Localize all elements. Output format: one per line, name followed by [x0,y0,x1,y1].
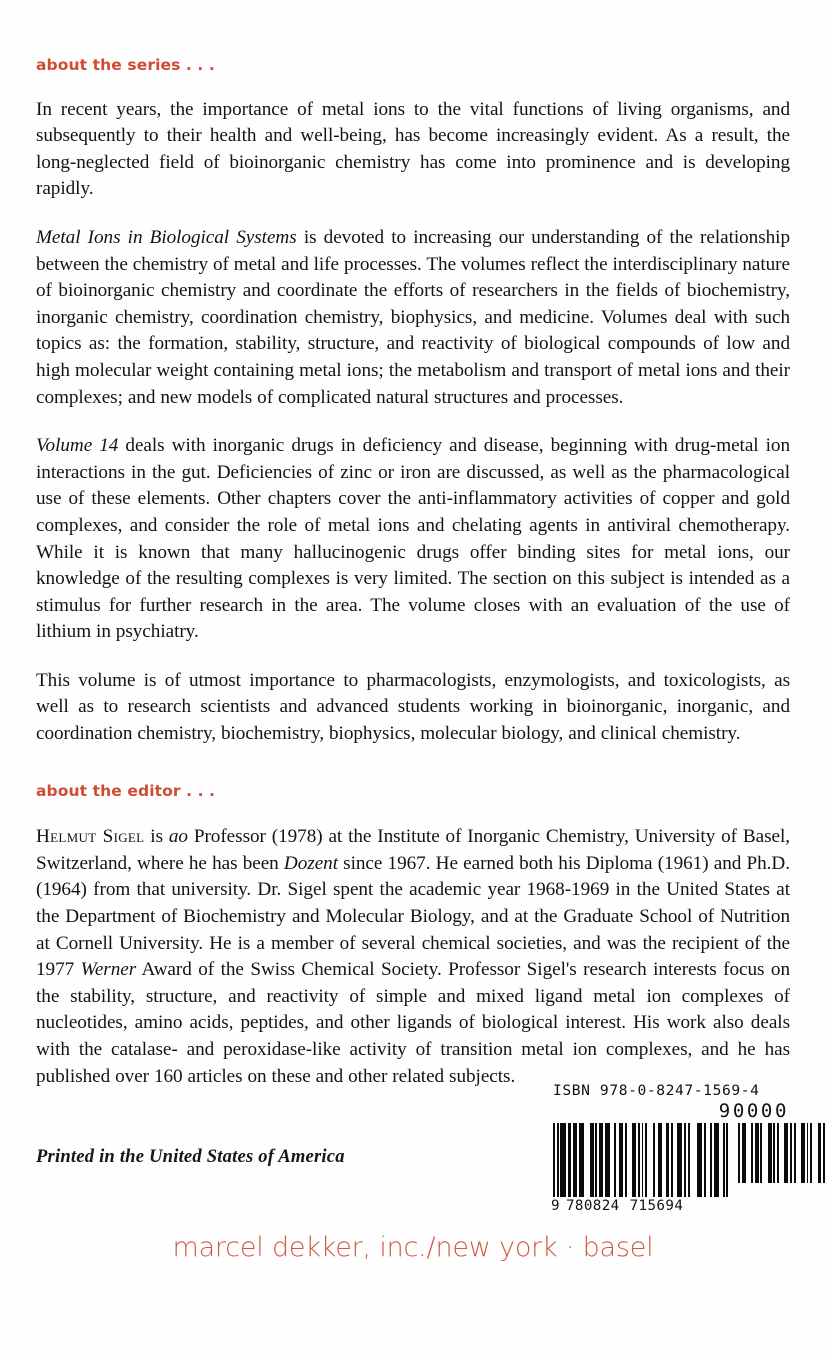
ean-right-group: 715694 [629,1198,684,1214]
paragraph-run: deals with inorganic drugs in deficiency and disease, beginning with drug-metal ion interactions in the gut. Deficiencies of zinc or iron are discussed, as well as the pharmacological use of these elements. Other chapters cover the anti-inflammatory activities of copper and gold complexes, and consider the role of metal ions and chelating agents in antiviral chemotherapy. While it is known that many hallucinogenic drugs offer binding sites for metal ions, our knowledge of the resulting complexes is very limited. The section on this subject is intended as a stimulus for further research in the area. The volume closes with an evaluation of the use of lithium in psychiatry. [36,435,791,643]
barcode-addon-price-code: 90000 [718,1100,789,1122]
editor-run-1: is [144,826,169,848]
isbn-text: ISBN 978-0-8247-1569-4 [553,1082,760,1099]
editor-run-4-italic: Dozent [283,852,338,874]
paragraph-run: is devoted to increasing our understanding of the relationship between the chemistry of metal and life processes. The volumes reflect the interdisciplinary nature of bioinorganic chemistry and coordinate the efforts of researchers in the fields of biochemistry, inorganic chemistry, coordination chemistry, biophysics, and medicine. Volumes deal with such topics as: the formation, stability, structure, and reactivity of biological compounds of low and high molecular weight containing metal ions; the metabolism and transport of metal ions and their complexes; and new models of complicated natural structures and processes. [36,226,790,408]
cover-text-column [36,56,790,1090]
series-paragraph-1 [36,97,790,203]
editor-run-2-italic: ao [168,826,188,848]
about-the-editor-heading: about the editor . . . [36,781,216,800]
editor-name: Helmut Sigel [36,826,145,848]
volume-number-italic: Volume 14 [36,435,119,457]
editor-paragraph [36,824,790,1090]
ean-left-group: 780824 [565,1198,620,1214]
series-paragraph-4 [36,668,790,748]
about-the-series-heading: about the series . . . [36,56,215,74]
editor-run-7: Award of the Swiss Chemical Society. Professor Sigel's research interests focus on the stability, structure, and reactivity of simple and mixed ligand metal ion complexes of nucleotides, amino acids, peptides, and other ligands of biological interest. His work also deals with the catalase- and peroxidase-like activity of transition metal ion complexes, and he has published over 160 articles on these and other related subjects. [36,959,790,1087]
paragraph-run: This volume is of utmost importance to pharmacologists, enzymologists, and toxicologists, as well as to research scientists and advanced students working in bioinorganic, inorganic, and coordination chemistry, biochemistry, biophysics, molecular biology, and clinical chemistry. [36,669,790,745]
ean13-bars [553,1123,728,1197]
paragraph-run: In recent years, the importance of metal ions to the vital functions of living organisms, and subsequently to their health and well-being, has become increasingly evident. As a result, the long-neglected field of bioinorganic chemistry has come into prominence and is developing rapidly. [36,98,790,200]
ean5-addon-bars [738,1123,825,1183]
printed-in-usa-line: Printed in the United States of America [36,1146,345,1167]
publisher-imprint: marcel dekker, inc./new york · basel [172,1232,654,1263]
ean-lead-digit: 9 [551,1198,560,1214]
ean13-digits [551,1198,791,1214]
editor-run-3: Professor (1978) at the Institute of Inorganic Chemistry, University of Basel, Switzerland, where he has been [36,826,791,874]
barcode-block [551,1082,791,1214]
series-title-italic: Metal Ions in Biological Systems [36,226,297,248]
editor-run-6-italic: Werner [80,959,137,981]
barcode-bars-row [551,1123,791,1197]
editor-run-5: since 1967. He earned both his Diploma (1961) and Ph.D. (1964) from that university. Dr. Sigel spent the academic year 1968-1969 in the United States at the Department of Biochemistry and Molecular Biology, and at the Graduate School of Nutrition at Cornell University. He is a member of several chemical societies, and was the recipient of the 1977 [36,852,790,981]
series-paragraph-2 [36,225,790,411]
series-paragraph-3 [36,433,790,646]
